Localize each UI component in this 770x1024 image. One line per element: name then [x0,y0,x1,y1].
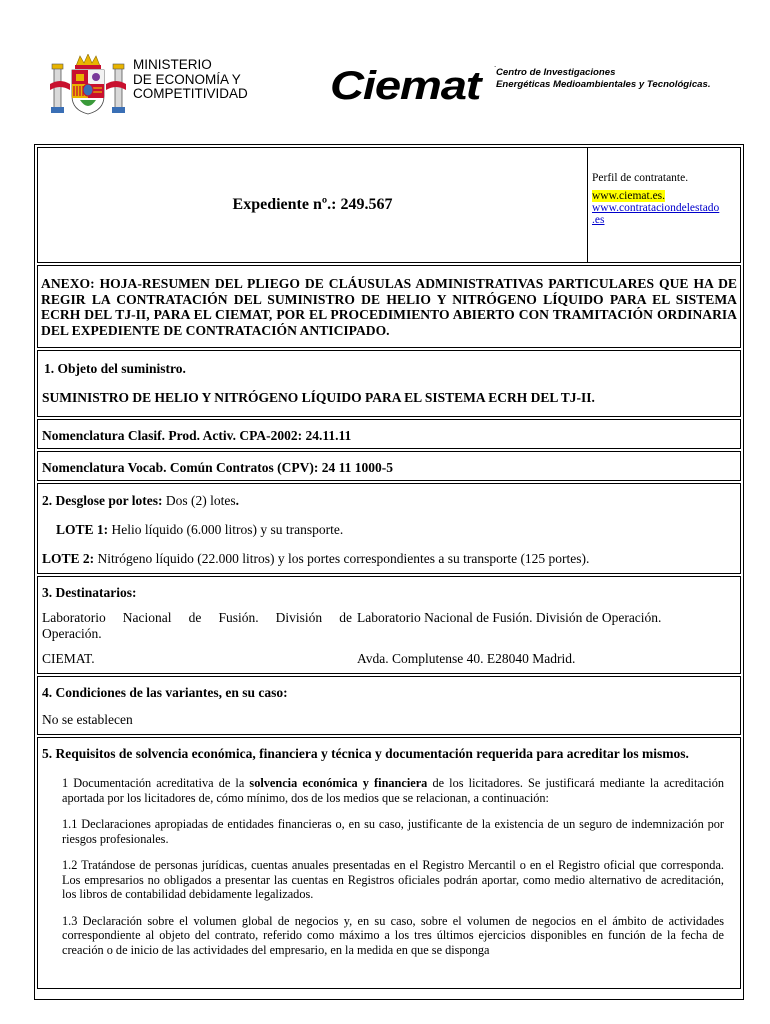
institute-name [496,67,711,90]
perfil-label: Perfil de contratante. [592,172,689,184]
expediente-section [37,147,741,263]
requisitos-paragraph-2: 1.1 Declaraciones apropiadas de entidades financieras o, en su caso, justificante de la existencia de un seguro de indemnización por riesgos profesionales. [62,817,724,846]
p1-start: 1 Documentación acreditativa de la [62,776,250,790]
perfil-cell [588,148,740,262]
destinatarios-address-row [42,651,736,667]
requisitos-section [37,737,741,989]
requisitos-paragraph-3: 1.2 Tratándose de personas jurídicas, cuentas anuales presentadas en el Registro Mercantil o en el Registro oficial que corresponda. Los empresarios no obligados a presentar las cuentas en Registros oficiales podrán aportar, como medio alternativo de acreditación, los libros de contabilidad debidamente legalizados. [62,858,724,901]
expediente-cell [38,148,588,262]
institute-line: Energéticas Medioambientales y Tecnológicas. [496,78,711,90]
variantes-section [37,676,741,735]
objeto-section [37,350,741,417]
logo-dot: . [494,60,497,69]
ciemat-link[interactable]: www.ciemat.es. [592,190,666,202]
contratacion-link[interactable]: www.contrataciondelestado [592,202,720,214]
destinatarios-section [37,576,741,674]
coat-of-arms-icon [50,54,126,116]
p1-bold: solvencia económica y financiera [249,776,428,790]
destinatarios-heading: 3. Destinatarios: [42,585,137,600]
destinatario-left-cont: Operación. [42,626,102,641]
variantes-text: No se establecen [42,712,133,727]
destinatarios-row [42,610,736,626]
p1-end: de los licitadores. Se justificará mediante la acreditación aportada por los licitadores de, cómo mínimo, dos de los medios que se relacionan, a continuación: [62,776,725,805]
lotes-count: Dos (2) lotes [162,493,236,508]
requisitos-paragraph-1 [42,776,736,805]
lote-1-text: Helio líquido (6.000 litros) y su transporte. [108,522,344,537]
variantes-heading: 4. Condiciones de las variantes, en su caso: [42,685,288,700]
objeto-text: SUMINISTRO DE HELIO Y NITRÓGENO LÍQUIDO PARA EL SISTEMA ECRH DEL TJ-II. [42,390,595,405]
lote-1 [42,522,736,538]
cpv-row: Nomenclatura Vocab. Común Contratos (CPV): 24 11 1000-5 [37,451,741,481]
document-body [37,147,741,991]
objeto-heading: 1. Objeto del suministro. [44,361,186,376]
lote-2-label: LOTE 2: [42,551,95,566]
lotes-heading [42,493,736,509]
ciemat-logo: Ciemat [330,64,481,108]
ministry-name [133,58,248,102]
destinatario-org: CIEMAT. [42,651,95,666]
expediente-number: Expediente nº.: 249.567 [232,196,393,213]
ministry-line: MINISTERIO [133,57,212,72]
lotes-section [37,483,741,574]
lotes-heading-label: 2. Desglose por lotes: [42,493,163,508]
contratacion-link-end[interactable]: .es [592,214,605,226]
ministry-line: DE ECONOMÍA Y [133,71,241,87]
ministry-line: COMPETITIVIDAD [133,86,248,102]
destinatario-left: Laboratorio Nacional de Fusión. División de [42,610,352,625]
requisitos-paragraph-4: 1.3 Declaración sobre el volumen global de negocios y, en su caso, sobre el volumen de negocios en el ámbito de actividades correspondiente al objeto del contrato, referido como máximo a los tres últimos ejercicios disponibles en función de la fecha de creación o de inicio de las actividades del empresario, en la medida en que se disponga [62,913,724,957]
destinatario-right: Laboratorio Nacional de Fusión. División de Operación. [357,610,662,625]
lote-2-text: Nitrógeno líquido (22.000 litros) y los portes correspondientes a su transporte (125 portes). [94,551,590,566]
lote-2 [42,551,736,567]
lotes-heading-end: . [235,493,239,508]
cpa-row: Nomenclatura Clasif. Prod. Activ. CPA-2002: 24.11.11 [37,419,741,449]
lote-1-label: LOTE 1: [56,522,109,537]
requisitos-heading: 5. Requisitos de solvencia económica, financiera y técnica y documentación requerida para acreditar los mismos. [42,746,689,761]
institute-line: Centro de Investigaciones [496,67,616,78]
anexo-title: ANEXO: HOJA-RESUMEN DEL PLIEGO DE CLÁUSULAS ADMINISTRATIVAS PARTICULARES QUE HA DE REGIR LA CONTRATACIÓN DEL SUMINISTRO DE HELIO Y NITRÓGENO LÍQUIDO PARA EL SISTEMA ECRH DEL TJ-II, PARA EL CIEMAT, POR EL PROCEDIMIENTO ABIERTO CON TRAMITACIÓN ORDINARIA DEL EXPEDIENTE DE CONTRATACIÓN ANTICIPADO. [37,265,741,348]
destinatario-address: Avda. Complutense 40. E28040 Madrid. [357,651,576,666]
